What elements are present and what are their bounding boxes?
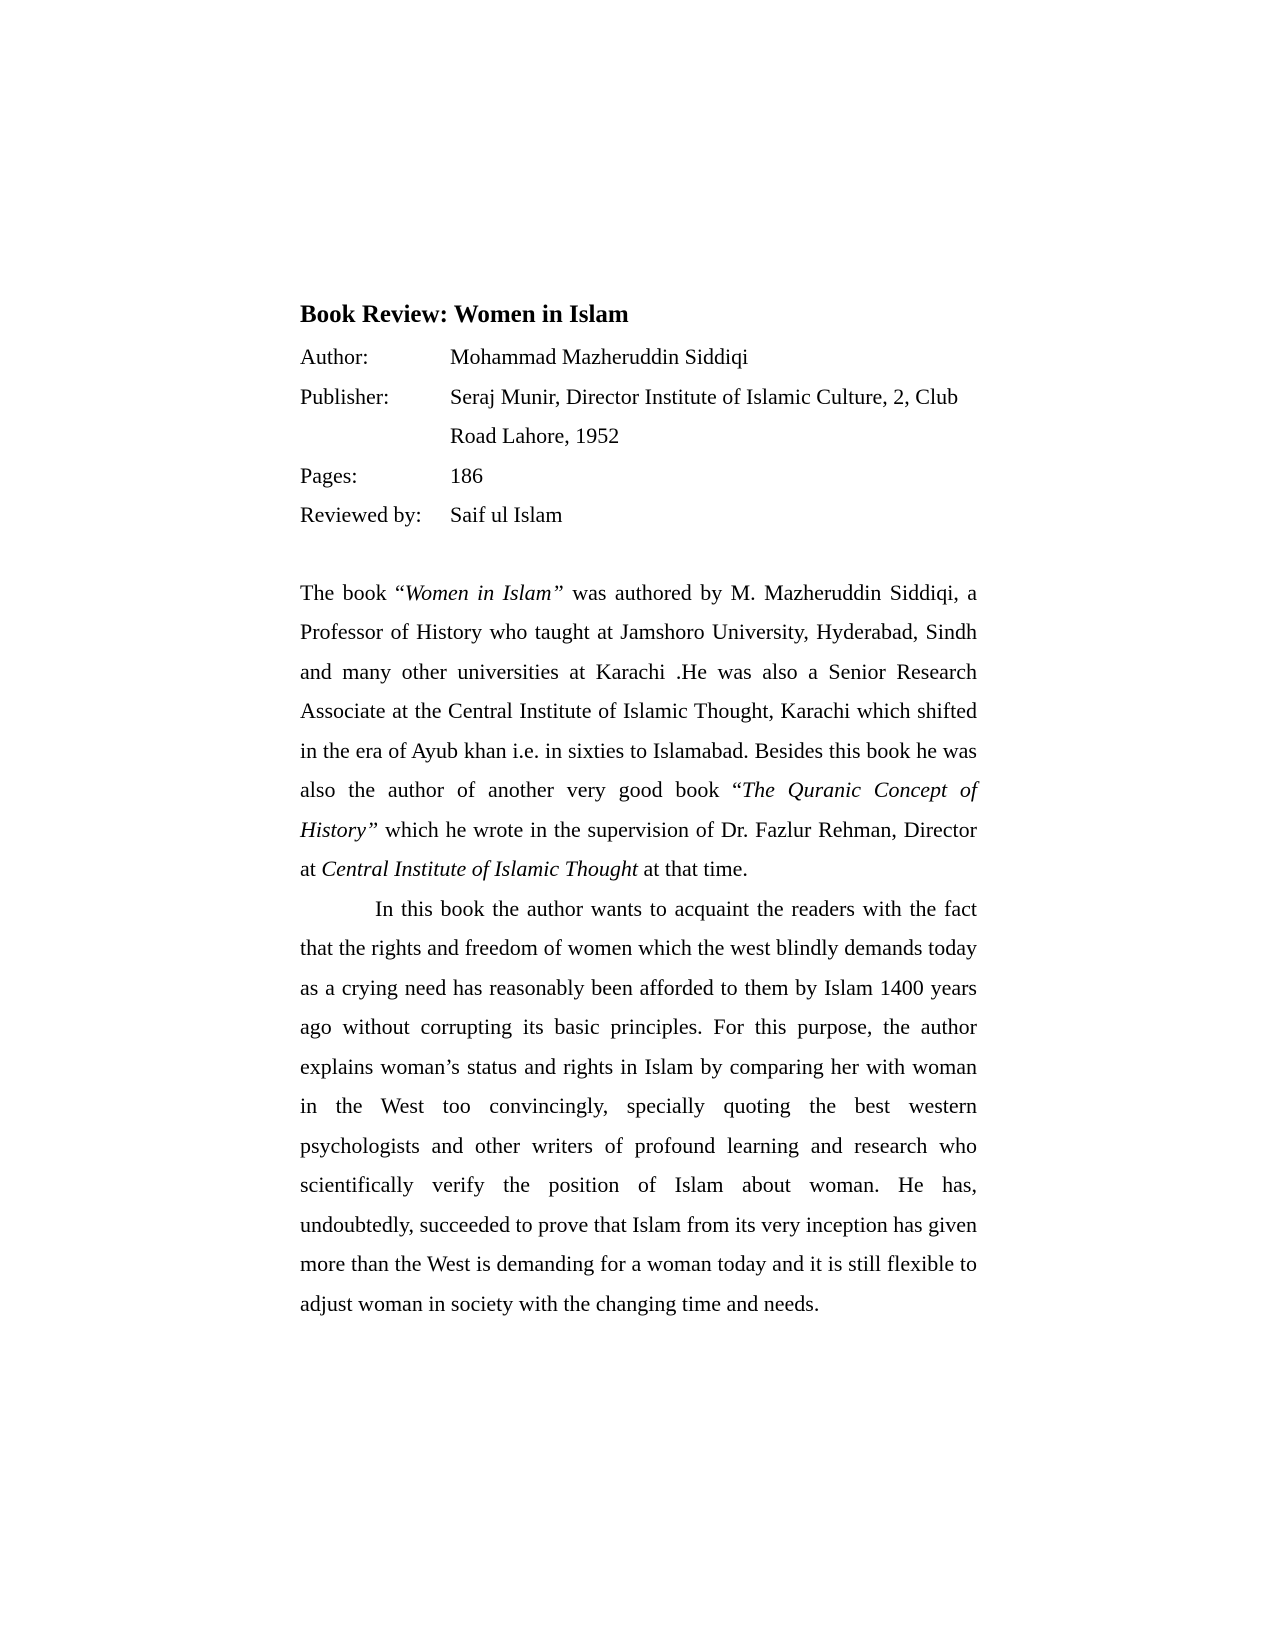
- review-body: [300, 573, 977, 1324]
- italic-text: Central Institute of Islamic Thought: [321, 856, 638, 881]
- paragraph-text: which he wrote in the supervision of Dr. Fazlur Rehman, Director at: [300, 816, 977, 881]
- detail-row-publisher: [300, 377, 977, 456]
- detail-row-author: [300, 337, 977, 377]
- detail-label: Reviewed by:: [300, 502, 422, 527]
- page-title: Book Review: Women in Islam: [300, 301, 629, 328]
- detail-value: 186: [450, 462, 483, 488]
- paragraph-text: In this book the author wants to acquaint the readers with the fact that the rights and freedom of women which the west blindly demands today as a crying need has reasonably been afforded to them by Islam 1400 years ago without corrupting its basic principles. For this purpose, the author explains woman’s status and rights in Islam by comparing her with woman in the West too convincingly, specially quoting the best western psychologists and other writers of profound learning and research who scientifically verify the position of Islam about woman. He has, undoubtedly, succeeded to prove that Islam from its very inception has given more than the West is demanding for a woman today and it is still flexible to adjust woman in society with the changing time and needs.: [300, 895, 977, 1316]
- detail-value: Mohammad Mazheruddin Siddiqi: [450, 344, 749, 369]
- paragraph-text: The book “: [300, 579, 405, 605]
- italic-text: Women in Islam”: [404, 579, 564, 605]
- detail-row-reviewer: [300, 495, 977, 535]
- detail-value: Saif ul Islam: [450, 502, 563, 527]
- detail-label: Publisher:: [300, 383, 390, 409]
- paragraph-text: at that time.: [637, 856, 748, 881]
- document-page: [300, 295, 977, 1323]
- detail-label: Author:: [300, 344, 369, 369]
- italic-text: The Quranic Concept of History”: [300, 777, 977, 842]
- detail-value: Seraj Munir, Director Institute of Islamic Culture, 2, Club Road Lahore, 1952: [450, 383, 959, 448]
- book-details: [300, 337, 977, 535]
- paragraph-text: was authored by M. Mazheruddin Siddiqi, a Professor of History who taught at Jamshoro University, Hyderabad, Sindh and many other universities at Karachi .He was also a Senior Research Associate at the Central Institute of Islamic Thought, Karachi which shifted in the era of Ayub khan i.e. in sixties to Islamabad. Besides this book he was also the author of another very good book “: [300, 579, 978, 802]
- body-paragraph: [300, 889, 977, 1324]
- body-paragraph: [300, 573, 977, 889]
- detail-label: Pages:: [300, 462, 358, 488]
- detail-row-pages: [300, 456, 977, 496]
